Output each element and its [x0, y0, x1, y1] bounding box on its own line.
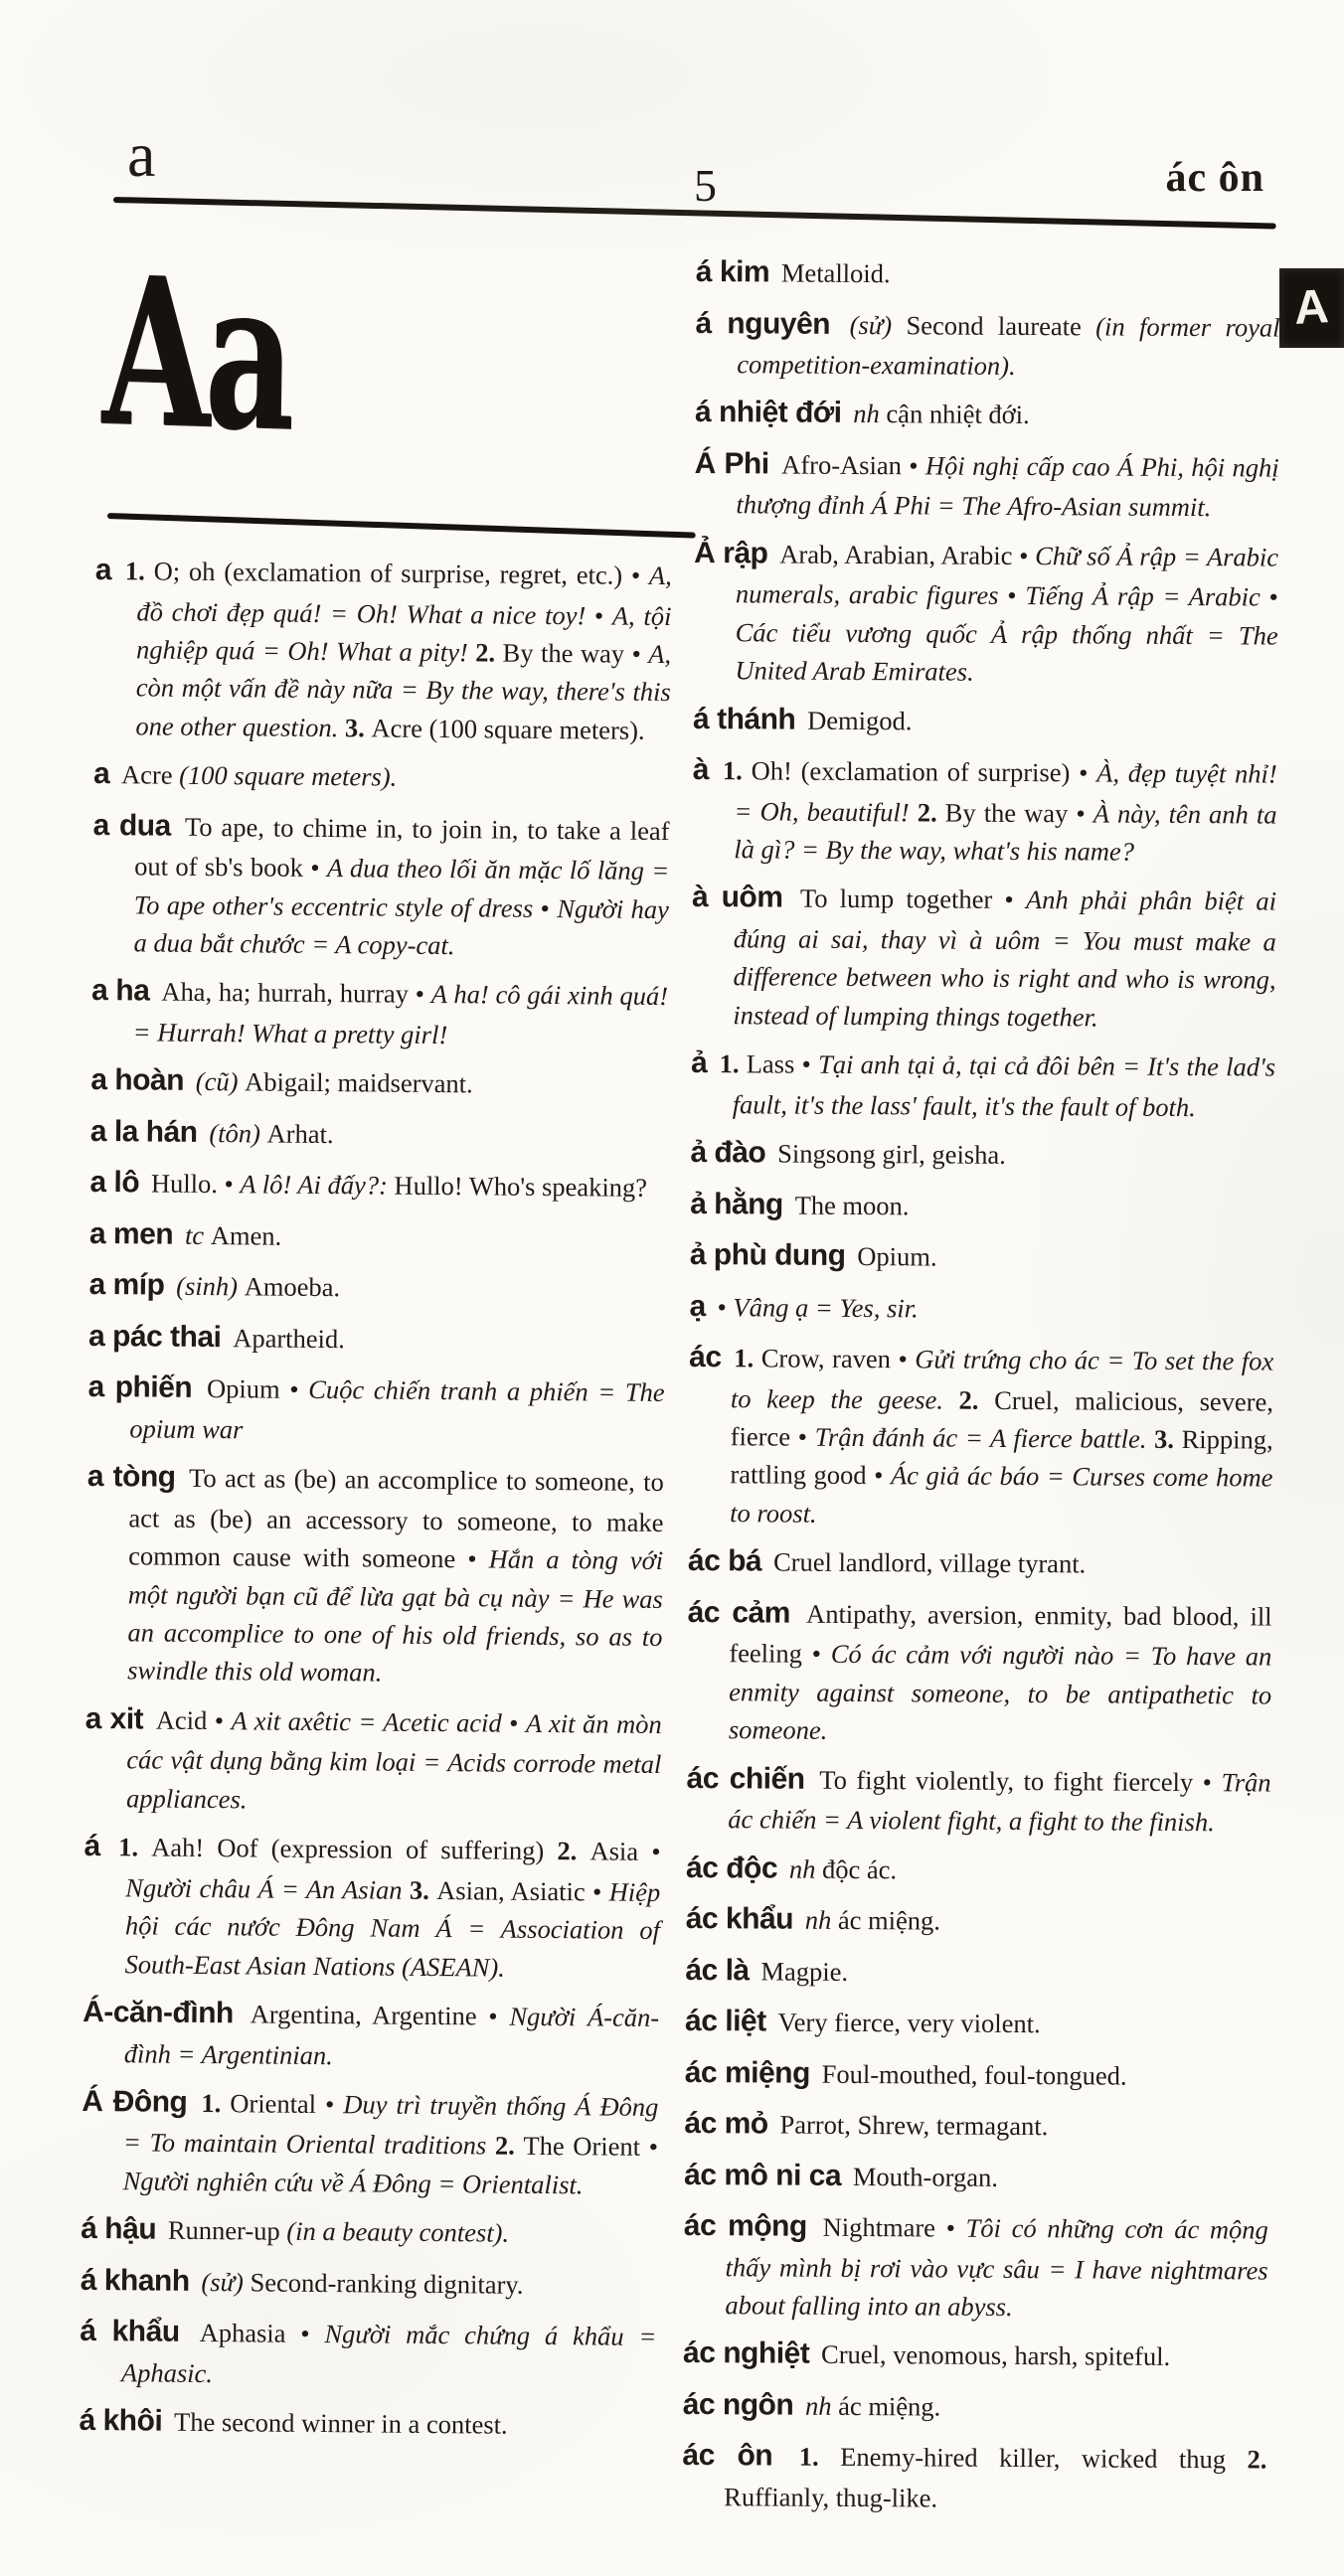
example-text: nh — [805, 2390, 839, 2421]
example-text: Duy trì truyền thống Á Đông = To maintain Oriental traditions — [122, 2089, 659, 2162]
headword: ác độc — [685, 1851, 786, 1885]
definition-text: Cruel, venomous, harsh, spiteful. — [821, 2339, 1171, 2372]
definition-text: Demigod. — [807, 705, 913, 735]
definition-text: Metalloid. — [780, 257, 891, 289]
definition-text: Apartheid. — [233, 1323, 346, 1355]
example-text: Tiếng Ả rập = Arabic — [1025, 580, 1269, 612]
definition-text: Hullo! Who's speaking? — [394, 1171, 648, 1204]
example-text: (sử) — [849, 309, 907, 340]
definition-text: Opium • — [206, 1373, 309, 1405]
dictionary-entry — [694, 442, 1278, 528]
example-text: Các tiểu vương quốc Ả rập thống nhất = The United Arab Emirates. — [735, 617, 1278, 687]
definition-text: Amen. — [210, 1219, 282, 1251]
dictionary-entry — [690, 1233, 1274, 1280]
sense-number: 1. — [798, 2442, 841, 2473]
dictionary-entry — [690, 1131, 1274, 1178]
definition-text: Afro-Asian • — [781, 449, 926, 481]
definition-text: cận nhiệt đới. — [886, 399, 1030, 430]
definition-text: độc ác. — [821, 1853, 898, 1884]
dictionary-entry — [695, 391, 1279, 437]
example-text: (cũ) — [195, 1066, 246, 1097]
headword: a ha — [90, 974, 158, 1009]
dictionary-entry — [83, 1825, 660, 1988]
example-text: Hội nghị cấp cao Á Phi, hội nghị thượng đỉnh Á Phi = The Afro-Asian summit. — [736, 450, 1279, 523]
dictionary-entry — [685, 1948, 1269, 1995]
dictionary-entry — [88, 1263, 665, 1312]
definition-text: The Orient • — [523, 2131, 659, 2163]
headword: á nguyên — [695, 306, 846, 341]
sense-number: 2. — [557, 1836, 590, 1866]
definition-text: Acre (100 square meters). — [371, 713, 645, 745]
sense-number: 1. — [118, 1832, 152, 1862]
headword: Á Đông — [82, 2084, 198, 2119]
headword: a men — [88, 1216, 182, 1251]
example-text: Cuộc chiến tranh a phiến = The opium war — [129, 1374, 665, 1445]
headword: ác mộng — [683, 2208, 819, 2243]
dictionary-entry — [682, 2434, 1266, 2519]
headword: ác chiến — [686, 1761, 816, 1796]
definition-text: Foul-mouthed, foul-tongued. — [821, 2058, 1127, 2091]
headword: ác liệt — [685, 2004, 774, 2038]
headword: á khôi — [79, 2404, 171, 2438]
example-text: nh — [853, 399, 887, 429]
dictionary-entry — [684, 2102, 1268, 2149]
sense-number: 3. — [1154, 1423, 1182, 1455]
example-text: A, còn một vấn đề này nữa = By the way, there's this one other question. — [135, 638, 672, 742]
headword: ác — [689, 1341, 731, 1374]
definition-text: Lass • — [746, 1048, 819, 1079]
example-text: A dua theo lối ăn mặc lố lăng = To ape other's eccentric style of dress — [133, 853, 670, 923]
definition-text: Second laureate — [906, 309, 1096, 341]
dictionary-entry — [686, 1846, 1270, 1892]
dictionary-entry — [696, 250, 1280, 297]
example-text: Người Á-căn-đình = Argentinian. — [123, 2001, 660, 2070]
headword: á nhiệt đới — [694, 396, 850, 430]
definition-text: Magpie. — [760, 1955, 849, 1987]
sense-number: 3. — [409, 1874, 437, 1905]
headword: ả hằng — [690, 1187, 791, 1221]
definition-text: To ape, to chime in, to join in, to take a leaf out of sb's book • — [134, 811, 670, 884]
headword: ác cảm — [687, 1595, 803, 1630]
dictionary-entry — [692, 748, 1277, 872]
sense-number: 2. — [494, 2131, 524, 2162]
definition-text: Singsong girl, geisha. — [777, 1138, 1006, 1171]
definition-text: To act as (be) an accomplice to someone, to act as (be) an accessory to someone, to make common cause with someone • — [128, 1463, 664, 1574]
definition-text: Hullo. • — [150, 1168, 241, 1200]
example-text: À này, tên anh ta là gì? = By the way, what's his name? — [734, 798, 1277, 867]
sense-number: 2. — [958, 1384, 995, 1415]
dictionary-entry — [87, 1366, 665, 1452]
thumb-index-letter: A — [1292, 280, 1331, 335]
headword: Á-căn-đình — [83, 1995, 247, 2030]
dictionary-entry — [79, 2399, 655, 2448]
definition-text: • — [509, 1707, 527, 1738]
definition-text: Acid • — [155, 1704, 232, 1736]
headword: a la hán — [89, 1114, 206, 1149]
example-text: (sử) — [201, 2266, 251, 2298]
definition-text: Second-ranking dignitary. — [250, 2267, 524, 2300]
definition-text: The second winner in a contest. — [173, 2406, 508, 2440]
sense-number: 2. — [917, 796, 945, 828]
headword: ác ngôn — [682, 2387, 802, 2422]
right-column — [682, 250, 1280, 2527]
definition-text: Aphasia • — [199, 2318, 325, 2349]
example-text: Tôi có những cơn ác mộng thấy mình bị rơi vào vực sâu = I have nightmares about falling into an abyss. — [725, 2212, 1268, 2322]
definition-text: Oh! (exclamation of surprise) • — [751, 755, 1097, 788]
dictionary-entry — [93, 549, 672, 749]
example-text: A lô! Ai đấy?: — [240, 1169, 395, 1202]
dictionary-entry — [85, 1455, 664, 1694]
dictionary-entry — [693, 698, 1277, 744]
example-text: À, đẹp tuyệt nhỉ! = Oh, beautiful! — [734, 757, 1277, 827]
dictionary-entry — [683, 2332, 1267, 2378]
dictionary-entry — [90, 1110, 667, 1159]
headword: Á Phi — [694, 446, 778, 481]
running-head-right: ác ôn — [1165, 155, 1264, 201]
example-text: Tại anh tại ả, tại cả đôi bên = It's the lad's fault, it's the lass' fault, it's the fault of both. — [732, 1048, 1276, 1122]
dictionary-entry — [695, 301, 1279, 387]
headword: a — [92, 757, 118, 791]
example-text: Người hay a dua bắt chước = A copy-cat. — [133, 892, 669, 961]
sense-number: 3. — [344, 712, 372, 743]
dictionary-entry — [693, 532, 1278, 693]
definition-text: Asian, Asiatic • — [436, 1874, 609, 1907]
headword: a — [94, 553, 122, 587]
definition-text: Aha, ha; hurrah, hurray • — [161, 977, 431, 1010]
definition-text: Antipathy, aversion, enmity, bad blood, ill feeling • — [729, 1598, 1272, 1670]
headword: ác ôn — [682, 2439, 795, 2474]
dictionary-entry — [84, 1697, 662, 1822]
definition-text: To fight violently, to fight fiercely • — [819, 1764, 1222, 1797]
page-number: 5 — [694, 160, 717, 211]
dictionary-entry — [90, 1058, 667, 1107]
headword: á khanh — [80, 2263, 198, 2298]
dictionary-entry — [691, 1042, 1275, 1127]
headword: a lô — [89, 1166, 148, 1200]
definition-text: Cruel, malicious, severe, fierce • — [730, 1384, 1274, 1452]
example-text: Ác giả ác báo = Curses come home to roost. — [730, 1460, 1273, 1529]
definition-text: Runner-up — [167, 2214, 287, 2247]
definition-text: Amoeba. — [244, 1271, 341, 1303]
dictionary-entry — [688, 1336, 1273, 1535]
sense-number: 2. — [1247, 2444, 1267, 2475]
headword: á hậu — [81, 2212, 165, 2246]
example-text: A xit axêtic = Acetic acid — [231, 1705, 510, 1738]
headword: ả — [690, 1046, 716, 1080]
headword: ạ — [689, 1289, 714, 1323]
definition-text: Very fierce, very violent. — [777, 2007, 1041, 2039]
definition-text: Mouth-organ. — [852, 2161, 998, 2192]
headword: Ả rập — [694, 536, 776, 570]
headword: ả đào — [690, 1136, 774, 1170]
sense-number: 2. — [475, 637, 503, 668]
headword: ác bá — [687, 1544, 770, 1578]
definition-text: • — [540, 892, 558, 923]
dictionary-entry — [91, 804, 669, 967]
definition-text: ác miệng. — [838, 2390, 941, 2422]
definition-text: To lump together • — [799, 884, 1027, 915]
headword: á khẩu — [80, 2315, 196, 2349]
definition-text: Aah! Oof (expression of suffering) — [151, 1832, 558, 1866]
headword: a tòng — [86, 1460, 186, 1495]
headword: ác miệng — [684, 2055, 818, 2090]
example-text: Người châu Á = An Asian — [125, 1872, 411, 1905]
example-text: Vâng ạ = Yes, sir. — [733, 1291, 919, 1324]
dictionary-entry — [81, 2207, 657, 2256]
definition-text: Oriental • — [230, 2088, 344, 2120]
example-text: Gửi trứng cho ác = To set the fox to keep the geese. — [730, 1344, 1274, 1415]
section-letter: Aa — [100, 233, 291, 477]
example-text: (sinh) — [176, 1271, 245, 1302]
headword: ác là — [685, 1953, 757, 1987]
example-text: Người mắc chứng á khẩu = Aphasic. — [120, 2319, 657, 2388]
example-text: (tôn) — [209, 1117, 267, 1149]
dictionary-entry — [691, 876, 1276, 1037]
example-text: (100 square meters). — [179, 759, 398, 792]
dictionary-entry — [685, 2050, 1269, 2097]
example-text: (in a beauty contest). — [286, 2216, 510, 2248]
example-text: Trận đánh ác = A fierce battle. — [814, 1421, 1155, 1454]
dictionary-entry — [686, 1757, 1270, 1843]
example-text: Hắn a tòng với một người bạn cũ để lừa gạt bà cụ này = He was an accomplice to one of his old friends, so as to swindle this old woman. — [127, 1543, 664, 1689]
definition-text: • — [717, 1291, 734, 1322]
dictionary-entry — [91, 969, 669, 1055]
example-text: A ha! cô gái xinh quá! = Hurrah! What a pretty girl! — [132, 979, 669, 1050]
example-text: Anh phải phân biệt ai đúng ai sai, thay vì à uôm = You must make a difference between who is right and who is wrong, instead of lumping things together. — [733, 885, 1277, 1033]
definition-text: Asia • — [589, 1836, 661, 1867]
definition-text: Cruel landlord, village tyrant. — [772, 1546, 1087, 1579]
dictionary-entry — [686, 1897, 1270, 1944]
example-text: Chữ số Ả rập = Arabic numerals, arabic figures — [735, 540, 1279, 611]
dictionary-entry — [685, 2000, 1269, 2046]
headword: ác nghiệt — [682, 2336, 818, 2371]
headword: ác mô ni ca — [684, 2158, 850, 2192]
headword: à — [692, 753, 720, 787]
dictionary-entry — [684, 2153, 1268, 2199]
dictionary-entry — [83, 1991, 660, 2077]
sense-number: 1. — [201, 2087, 231, 2119]
headword: á — [84, 1830, 115, 1863]
headword: a hoàn — [90, 1063, 192, 1098]
example-text: nh — [788, 1853, 823, 1884]
definition-text: By the way • — [944, 797, 1093, 829]
headword: ả phù dung — [689, 1238, 854, 1273]
definition-text: O; oh (exclamation of surprise, regret, etc.) • — [153, 556, 650, 590]
headword: ác mỏ — [684, 2106, 776, 2141]
definition-text: Parrot, Shrew, termagant. — [779, 2109, 1049, 2142]
definition-text: Nightmare • — [822, 2211, 966, 2243]
example-text: nh — [804, 1904, 839, 1935]
sense-number: 1. — [124, 556, 154, 586]
sense-number: 1. — [722, 755, 752, 786]
definition-text: Arab, Arabian, Arabic • — [779, 539, 1036, 570]
headword: a pác thai — [87, 1319, 230, 1355]
definition-text: The moon. — [794, 1190, 910, 1220]
definition-text: Opium. — [857, 1241, 937, 1272]
headword: à uôm — [691, 881, 797, 915]
section-rule — [107, 513, 696, 539]
dictionary-entry — [81, 2259, 657, 2308]
running-head-left: a — [127, 119, 156, 190]
definition-text: Ripping, rattling good • — [730, 1424, 1273, 1491]
example-text: A, tội nghiệp quá = Oh! What a pity! — [135, 600, 672, 668]
dictionary-entry — [89, 1212, 666, 1261]
headword: a míp — [88, 1268, 173, 1303]
definition-text: By the way • — [502, 637, 649, 669]
definition-text: ác miệng. — [837, 1904, 941, 1936]
example-text: Người nghiên cứu về Á Đông = Orientalist. — [122, 2166, 584, 2200]
definition-text: Crow, raven • — [760, 1343, 916, 1374]
dictionary-entry — [689, 1285, 1273, 1332]
dictionary-entry — [93, 752, 670, 801]
headword: a xit — [84, 1701, 152, 1736]
definition-text: Arhat. — [266, 1118, 334, 1149]
dictionary-entry — [89, 1161, 666, 1209]
headword: ác khẩu — [685, 1901, 801, 1936]
headword: a dua — [92, 808, 182, 843]
headword: á kim — [695, 254, 778, 289]
thumb-index-tab — [1279, 268, 1344, 348]
left-column — [79, 549, 672, 2456]
dictionary-entry — [683, 2204, 1268, 2328]
example-text: Trận ác chiến = A violent fight, a fight to the finish. — [728, 1766, 1271, 1838]
headword: á thánh — [693, 702, 804, 736]
example-text: tc — [184, 1219, 211, 1250]
dictionary-entry — [688, 1539, 1272, 1586]
example-text: A, đồ chơi đẹp quá! = Oh! What a nice toy! — [136, 560, 672, 630]
dictionary-entry — [88, 1315, 665, 1364]
headword: a phiến — [87, 1370, 204, 1405]
sense-number: 1. — [719, 1048, 747, 1079]
dictionary-entry — [690, 1183, 1274, 1229]
example-text: (in former royal competition-examination). — [737, 310, 1280, 381]
dictionary-entry — [683, 2383, 1267, 2430]
definition-text: Argentina, Argentine • — [250, 1999, 510, 2031]
example-text: Có ác cảm với người nào = To have an enmity against someone, to be antipathetic to someone. — [728, 1639, 1272, 1746]
dictionary-entry — [80, 2310, 657, 2396]
definition-text: • — [593, 599, 613, 631]
definition-text: • — [1268, 581, 1278, 612]
definition-text: Enemy-hired killer, wicked thug — [840, 2442, 1248, 2475]
definition-text: Acre — [120, 759, 180, 790]
dictionary-entry — [687, 1591, 1272, 1752]
example-text: A xit ăn mòn các vật dụng bằng kim loại = Acids corrode metal appliances. — [125, 1707, 662, 1815]
definition-text: Abigail; maidservant. — [245, 1066, 473, 1099]
sense-number: 1. — [734, 1343, 761, 1373]
example-text: Hiệp hội các nước Đông Nam Á = Association of South-East Asian Nations (ASEAN). — [124, 1876, 661, 1983]
definition-text: • — [1007, 580, 1026, 611]
dictionary-entry — [82, 2080, 659, 2204]
definition-text: Ruffianly, thug-like. — [724, 2482, 938, 2513]
